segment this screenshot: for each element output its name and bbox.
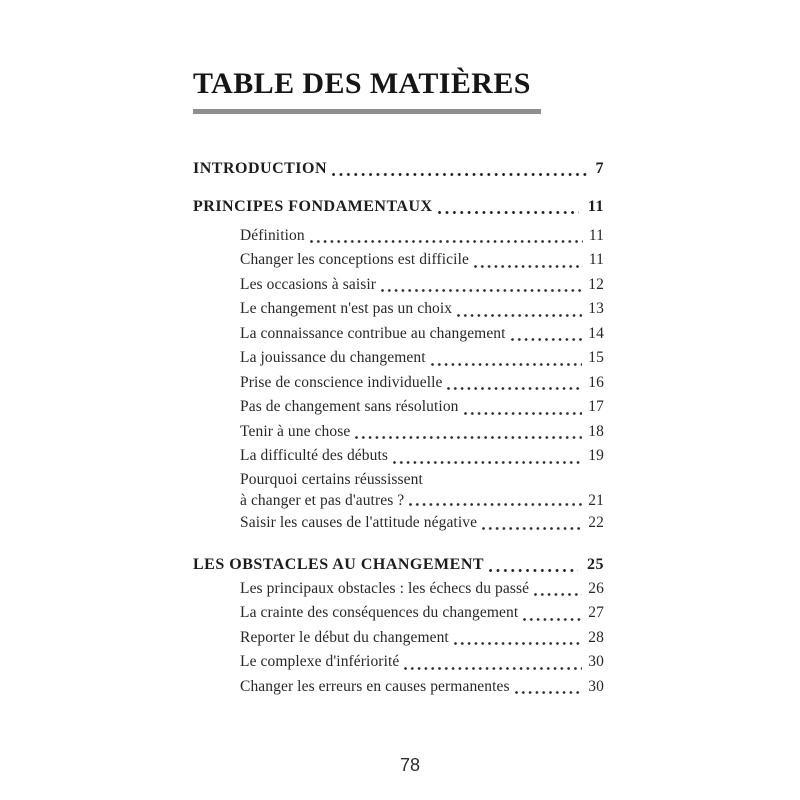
toc-entry-page: 26 (588, 579, 604, 597)
page-title: TABLE DES MATIÈRES (193, 67, 531, 100)
toc-entry-page: 30 (588, 653, 604, 670)
toc-entry-label: Le changement n'est pas un choix (240, 300, 453, 317)
toc-entry-label: Prise de conscience individuelle (240, 373, 443, 391)
dot-leader (307, 224, 585, 249)
toc-entry-label-line1: Pourquoi certains réussissent (240, 470, 423, 488)
toc-entry-page: 18 (588, 422, 604, 440)
toc-entry (240, 626, 604, 651)
toc-entry-label: Saisir les causes de l'attitude négative (240, 513, 478, 531)
toc-entry (240, 322, 604, 347)
toc-entry-page: 28 (588, 628, 604, 646)
table-of-contents (193, 156, 604, 699)
folio-page-number: 78 (399, 755, 421, 775)
toc-section-introduction (193, 156, 604, 181)
dot-leader (451, 626, 584, 651)
toc-entries (240, 224, 604, 536)
toc-entry-page: 27 (588, 604, 604, 621)
dot-leader (471, 248, 585, 273)
toc-entry-page: 13 (588, 300, 604, 317)
toc-entry-label: Définition (240, 226, 305, 244)
dot-leader (520, 601, 584, 626)
toc-heading-page: 7 (595, 160, 604, 177)
toc-entry-label: La connaissance contribue au changement (240, 324, 506, 342)
toc-entry-page: 30 (588, 677, 604, 695)
toc-entry-label: Pas de changement sans résolution (240, 398, 459, 415)
dot-leader (435, 194, 581, 219)
toc-entry (240, 511, 604, 536)
toc-heading-row (193, 552, 604, 577)
toc-entry (240, 650, 604, 675)
toc-entry (240, 371, 604, 396)
toc-entry-label: Les occasions à saisir (240, 275, 377, 293)
toc-entry-page: 16 (588, 373, 604, 391)
dot-leader (428, 346, 585, 371)
toc-entries (240, 577, 604, 700)
toc-entry (240, 224, 604, 249)
toc-entry-page: 15 (588, 349, 604, 366)
toc-entry (240, 248, 604, 273)
toc-section-obstacles (193, 552, 604, 700)
toc-entry-page: 11 (588, 226, 604, 244)
dot-leader (401, 650, 584, 675)
toc-heading-page: 25 (587, 555, 604, 573)
dot-leader (479, 511, 584, 536)
toc-entry-label: Les principaux obstacles : les échecs du passé (240, 579, 530, 597)
toc-heading-label: PRINCIPES FONDAMENTAUX (193, 197, 433, 215)
toc-entry (240, 297, 604, 322)
toc-heading-page: 11 (587, 197, 604, 215)
toc-entry (240, 577, 604, 602)
dot-leader (454, 297, 584, 322)
toc-entry (240, 675, 604, 700)
toc-entry-label: Changer les conceptions est difficile (240, 251, 469, 268)
toc-heading-row (193, 156, 604, 181)
toc-entry-label-line2: à changer et pas d'autres ? (240, 491, 405, 509)
toc-entry-page: 12 (588, 275, 604, 293)
toc-entry-label: Le complexe d'infériorité (240, 653, 400, 670)
toc-heading-label: LES OBSTACLES AU CHANGEMENT (193, 555, 485, 573)
toc-entry-two-line (240, 469, 604, 511)
dot-leader (486, 552, 580, 577)
toc-entry-label: Changer les erreurs en causes permanentes (240, 677, 510, 695)
toc-entry (240, 601, 604, 626)
toc-entry-page: 11 (588, 251, 604, 268)
dot-leader (531, 577, 584, 602)
toc-section-principes (193, 194, 604, 536)
toc-entry (240, 395, 604, 420)
toc-entry-page: 19 (588, 447, 604, 464)
toc-entry (240, 346, 604, 371)
dot-leader (461, 395, 585, 420)
toc-entry-label: Tenir à une chose (240, 422, 351, 440)
toc-entry-label: La crainte des conséquences du changement (240, 604, 519, 621)
dot-leader (390, 444, 584, 469)
toc-entry-page: 14 (588, 324, 604, 342)
toc-entry-label: La jouissance du changement (240, 349, 426, 366)
dot-leader (378, 273, 584, 298)
toc-entry (240, 420, 604, 445)
toc-entry-page: 21 (588, 491, 604, 509)
title-rule (193, 109, 541, 114)
toc-entry-page: 22 (588, 513, 604, 531)
dot-leader (512, 675, 585, 700)
dot-leader (444, 371, 584, 396)
toc-entry-label: Reporter le début du changement (240, 628, 449, 646)
dot-leader (352, 420, 584, 445)
dot-leader (329, 156, 588, 181)
dot-leader (508, 322, 585, 347)
dot-leader (406, 491, 584, 511)
toc-heading-row (193, 194, 604, 219)
toc-entry-label: La difficulté des débuts (240, 447, 389, 464)
toc-entry (240, 273, 604, 298)
toc-entry-page: 17 (588, 398, 604, 415)
toc-heading-label: INTRODUCTION (193, 160, 328, 177)
toc-entry-line2 (240, 491, 604, 511)
toc-entry (240, 444, 604, 469)
